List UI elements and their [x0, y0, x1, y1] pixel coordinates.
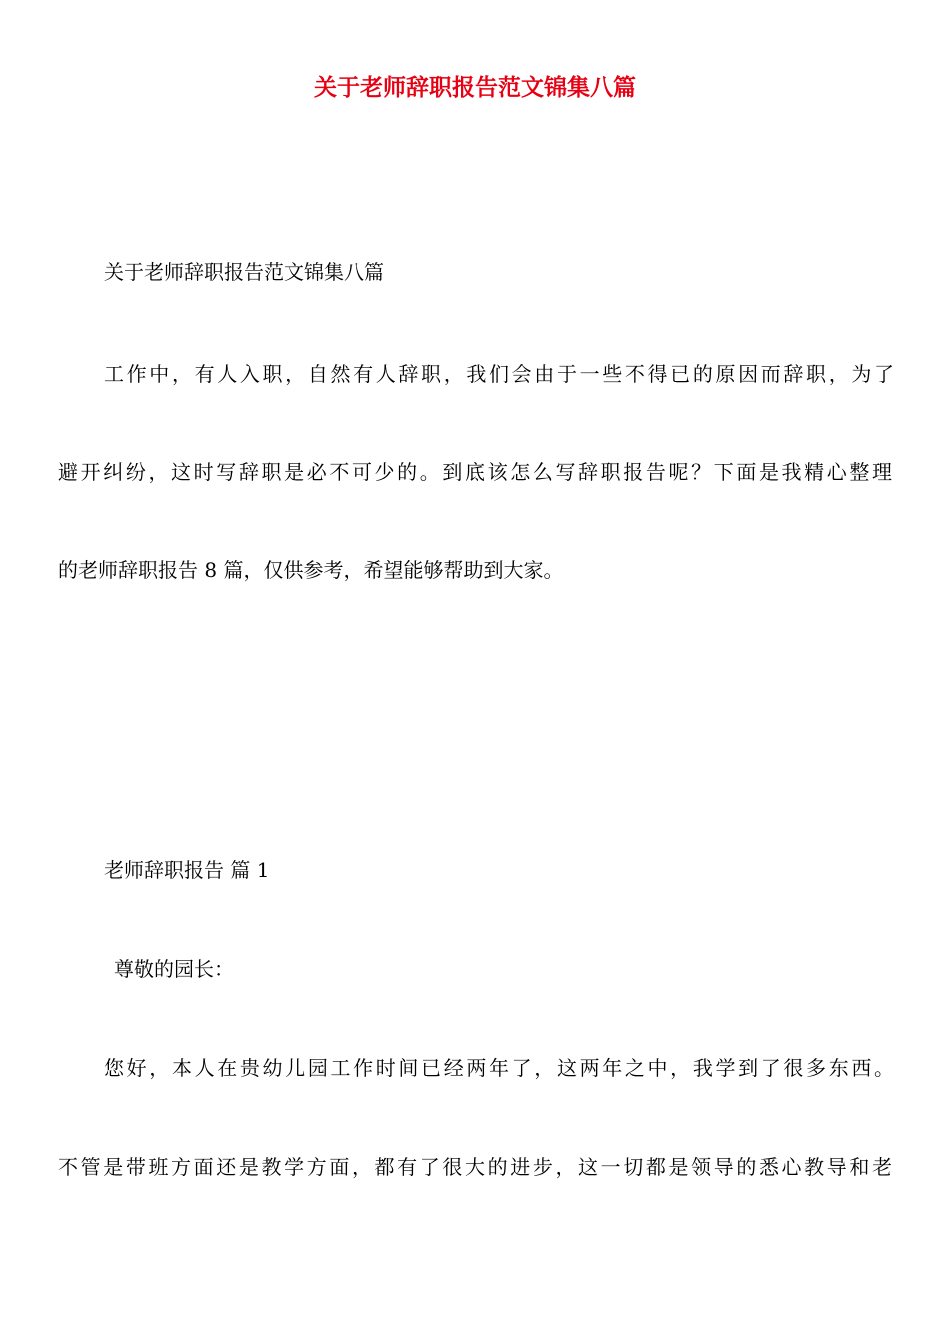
intro-paragraph-line-3: 的老师辞职报告 8 篇，仅供参考，希望能够帮助到大家。 — [58, 558, 564, 582]
section-heading: 老师辞职报告 篇 1 — [104, 858, 270, 882]
intro-paragraph-line-1: 工作中，有人入职，自然有人辞职，我们会由于一些不得已的原因而辞职，为了 — [104, 362, 894, 386]
salutation: 尊敬的园长： — [114, 957, 234, 981]
body-paragraph-line-2: 不管是带班方面还是教学方面，都有了很大的进步，这一切都是领导的悉心教导和老 — [58, 1155, 892, 1179]
intro-paragraph-line-2: 避开纠纷，这时写辞职是必不可少的。到底该怎么写辞职报告呢？下面是我精心整理 — [58, 460, 892, 484]
body-paragraph-line-1: 您好，本人在贵幼儿园工作时间已经两年了，这两年之中，我学到了很多东西。 — [104, 1056, 894, 1080]
document-title: 关于老师辞职报告范文锦集八篇 — [314, 75, 636, 101]
intro-heading: 关于老师辞职报告范文锦集八篇 — [104, 260, 384, 284]
